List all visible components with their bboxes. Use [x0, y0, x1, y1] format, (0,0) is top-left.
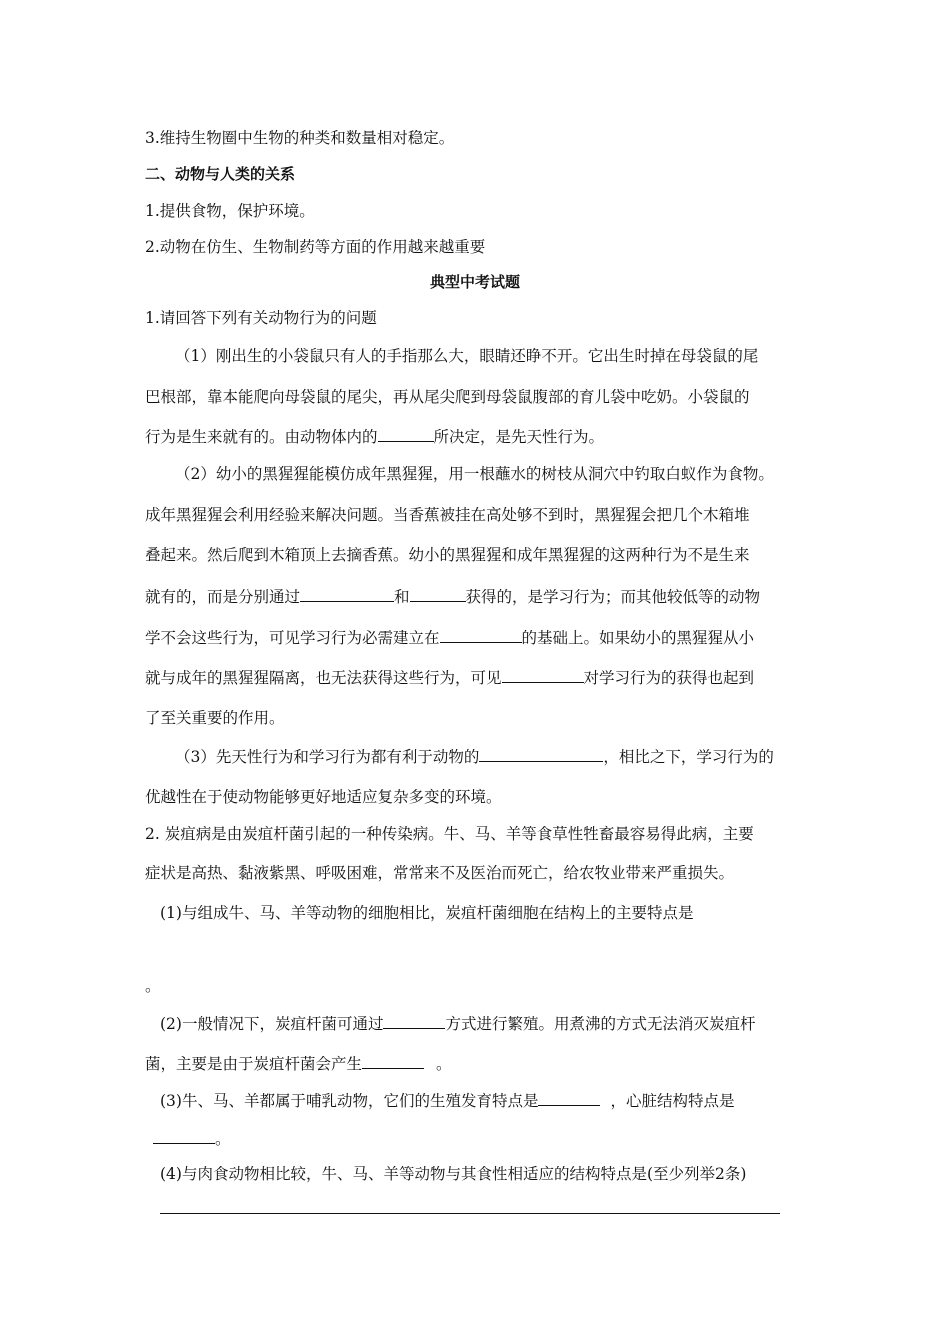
q2-sub1-end: 。 [145, 977, 161, 995]
q1-para2-line7: 了至关重要的作用。 [145, 709, 285, 727]
answer-blank[interactable] [378, 426, 434, 442]
exam-title: 典型中考试题 [429, 273, 520, 291]
list-item-2: 2.动物在仿生、生物制药等方面的作用越来越重要 [145, 238, 486, 256]
q1-para2-line1: （2）幼小的黑猩猩能模仿成年黑猩猩，用一根蘸水的树枝从洞穴中钓取白蚁作为食物。 [175, 465, 774, 483]
q1-para1-line3 [145, 426, 604, 447]
answer-line[interactable] [160, 1213, 780, 1214]
text: (2)一般情况下，炭疽杆菌可通过 [160, 1015, 384, 1033]
answer-blank[interactable] [362, 1053, 424, 1069]
text: 。 [215, 1130, 231, 1148]
q1-para2-line6 [145, 667, 754, 688]
list-item-3: 3.维持生物圈中生物的种类和数量相对稳定。 [145, 129, 455, 147]
q2-sub1: (1)与组成牛、马、羊等动物的细胞相比，炭疽杆菌细胞在结构上的主要特点是 [160, 904, 694, 922]
text: 菌，主要是由于炭疽杆菌会产生 [145, 1055, 363, 1073]
q1-para2-line2: 成年黑猩猩会利用经验来解决问题。当香蕉被挂在高处够不到时，黑猩猩会把几个木箱堆 [145, 506, 750, 524]
answer-blank[interactable] [153, 1128, 215, 1144]
q1-para3-line2: 优越性在于使动物能够更好地适应复杂多变的环境。 [145, 788, 502, 806]
list-item-1: 1.提供食物，保护环境。 [145, 202, 315, 220]
q1-para1-line1: （1）刚出生的小袋鼠只有人的手指那么大，眼睛还睁不开。它出生时掉在母袋鼠的尾 [175, 347, 759, 365]
text: 对学习行为的获得也起到 [583, 669, 755, 687]
section-heading: 二、动物与人类的关系 [145, 165, 296, 183]
text: 方式进行繁殖。用煮沸的方式无法消灭炭疽杆 [445, 1015, 756, 1033]
question-1-stem: 1.请回答下列有关动物行为的问题 [145, 309, 377, 327]
q2-sub3 [160, 1090, 734, 1111]
text: 。 [436, 1055, 452, 1073]
text: 的基础上。如果幼小的黑猩猩从小 [521, 629, 755, 647]
text: 就与成年的黑猩猩隔离，也无法获得这些行为，可见 [145, 669, 502, 687]
text: 学不会这些行为，可见学习行为必需建立在 [145, 629, 440, 647]
q2-sub2-line2 [145, 1053, 452, 1074]
q2-sub2-line1 [160, 1013, 755, 1034]
text: 行为是生来就有的。由动物体内的 [145, 428, 378, 446]
text: 就有的，而是分别通过 [145, 588, 301, 606]
answer-blank[interactable] [502, 667, 584, 683]
text: (3)牛、马、羊都属于哺乳动物，它们的生殖发育特点是 [160, 1092, 539, 1110]
q2-sub3-line2 [153, 1128, 231, 1149]
answer-blank[interactable] [538, 1090, 600, 1106]
answer-blank[interactable] [410, 586, 466, 602]
text: 获得的，是学习行为；而其他较低等的动物 [465, 588, 761, 606]
answer-blank[interactable] [300, 586, 394, 602]
text: ，心脏结构特点是 [610, 1092, 735, 1110]
text: ，相比之下，学习行为的 [603, 748, 774, 766]
question-2-stem-line2: 症状是高热、黏液紫黑、呼吸困难，常常来不及医治而死亡，给农牧业带来严重损失。 [145, 864, 735, 882]
q1-para2-line5 [145, 627, 754, 648]
text: 和 [394, 588, 410, 606]
text: （3）先天性行为和学习行为都有利于动物的 [175, 748, 480, 766]
answer-blank[interactable] [440, 627, 522, 643]
q1-para3-line1 [175, 746, 774, 767]
answer-blank[interactable] [479, 746, 603, 762]
q1-para1-line2: 巴根部，靠本能爬向母袋鼠的尾尖，再从尾尖爬到母袋鼠腹部的育儿袋中吃奶。小袋鼠的 [145, 388, 750, 406]
q2-sub4: (4)与肉食动物相比较，牛、马、羊等动物与其食性相适应的结构特点是(至少列举2条) [160, 1165, 747, 1183]
q1-para2-line3: 叠起来。然后爬到木箱顶上去摘香蕉。幼小的黑猩猩和成年黑猩猩的这两种行为不是生来 [145, 546, 750, 564]
q1-para2-line4 [145, 586, 760, 607]
text: 所决定，是先天性行为。 [433, 428, 605, 446]
answer-blank[interactable] [383, 1013, 445, 1029]
question-2-stem-line1: 2. 炭疽病是由炭疽杆菌引起的一种传染病。牛、马、羊等食草性牲畜最容易得此病，主要 [145, 825, 754, 843]
